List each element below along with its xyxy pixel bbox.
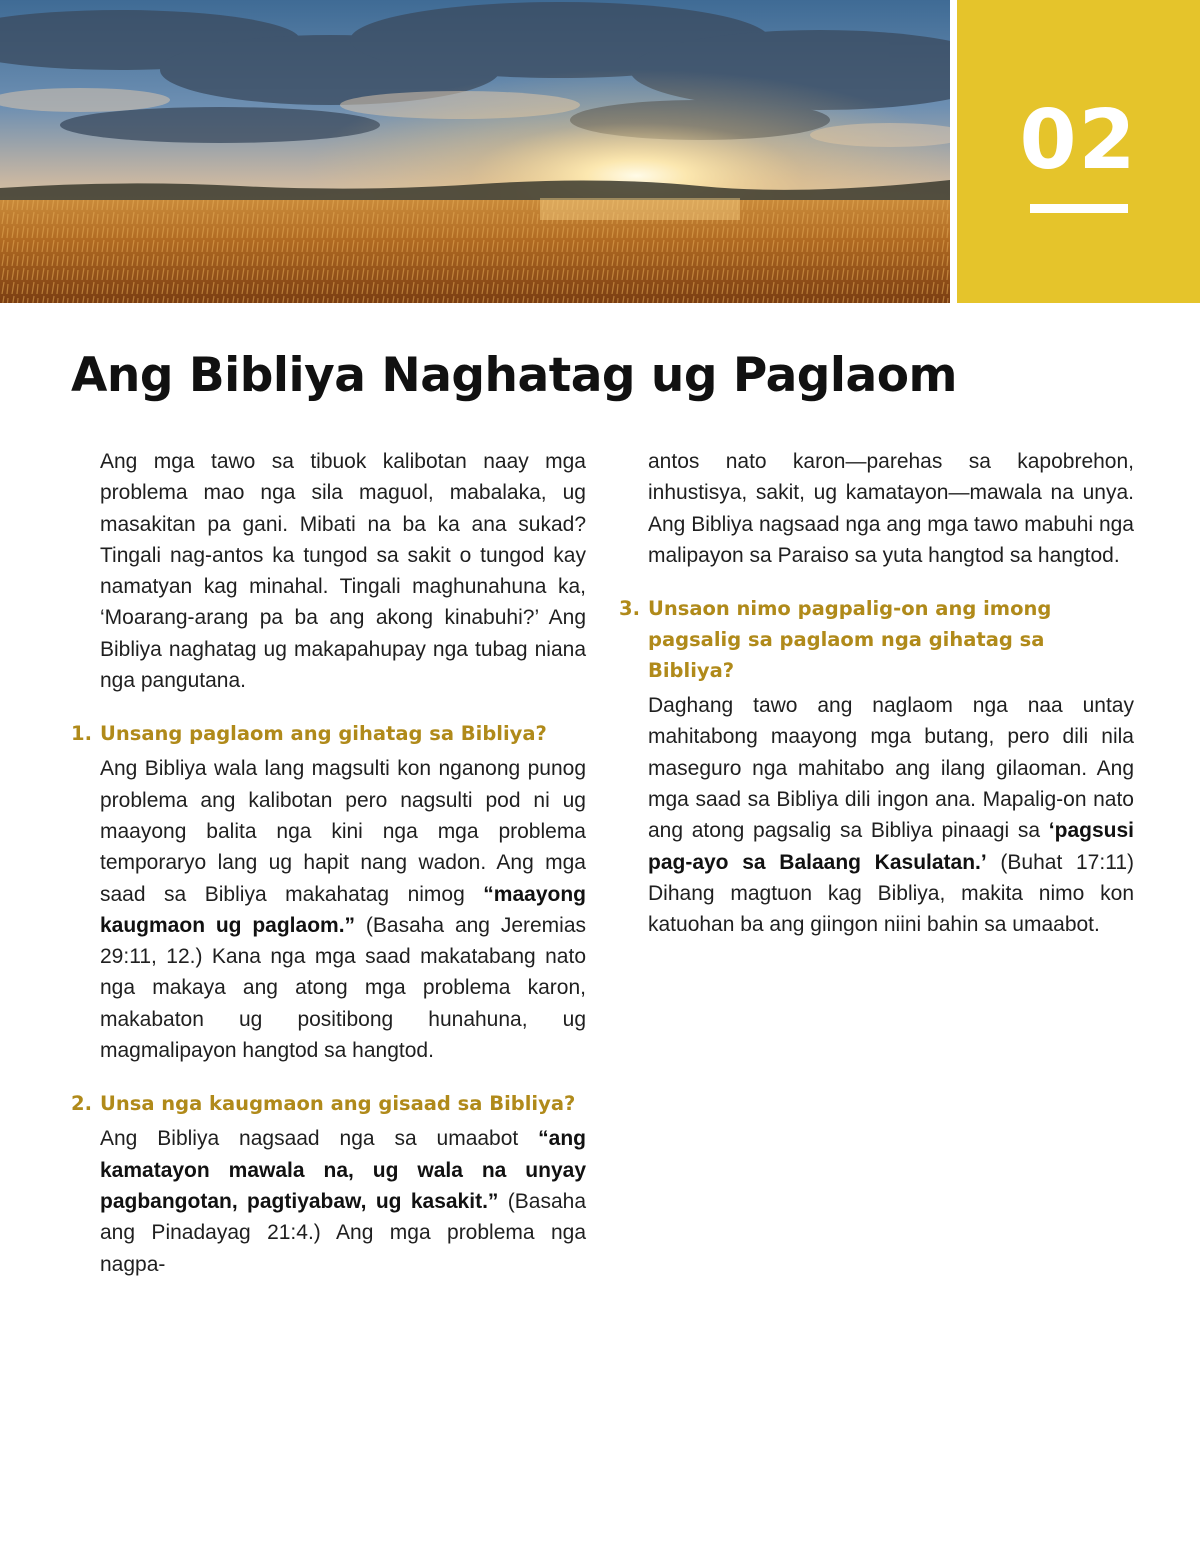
left-column	[71, 446, 586, 1280]
answer-text: (Basaha ang Jeremias 29:11, 12.) Kana nga mga saad makatabang nato nga makaya ang atong mga problema karon, makabaton ug positibong hunahuna, ug magmalipayon hangtod sa hangtod.	[100, 913, 587, 1063]
question-text: Unsaon nimo pagpalig-on ang imong pagsalig sa paglaom nga gihatag sa Bibliya?	[648, 597, 1052, 683]
answer-2-paragraph	[100, 1123, 586, 1279]
answer-text: (Buhat 17:11) Dihang magtuon kag Bibliya, makita nimo kon katuohan ba ang giingon niini bahin sa umaabot.	[648, 850, 1134, 937]
question-text: Unsang paglaom ang gihatag sa Bibliya?	[100, 722, 547, 746]
question-number: 2.	[71, 1092, 92, 1116]
question-text: Unsa nga kaugmaon ang gisaad sa Bibliya?	[100, 1092, 576, 1116]
answer-1-paragraph	[100, 753, 586, 1066]
lesson-number: 02	[1019, 93, 1138, 188]
question-number: 3.	[619, 597, 640, 621]
answer-text: (Basaha ang Pinadayag 21:4.) Ang mga problema nga nagpa-	[100, 1189, 586, 1276]
answer-text: Ang Bibliya wala lang magsulti kon nganong punog problema ang kalibotan pero nagsulti pod ni ug maayong balita nga kini nga mga problema temporaryo lang ug hapit nang wadon. Ang mga saad sa Bibliya makahatag nimog	[100, 757, 586, 906]
answer-text: Ang Bibliya nagsaad nga sa umaabot	[100, 1127, 539, 1151]
lesson-number-badge	[957, 0, 1200, 303]
hero-image	[0, 0, 950, 303]
right-column	[619, 446, 1134, 941]
answer-2-continuation: antos nato karon—parehas sa kapobrehon, inhustisya, sakit, ug kamatayon—mawala na unya. Ang Bibliya nagsaad nga ang mga tawo mabuhi nga malipayon sa Paraiso sa yuta hangtod sa hangtod.	[648, 450, 1134, 567]
sunset-wheat-field-illustration	[0, 0, 950, 303]
answer-3-paragraph	[648, 690, 1134, 940]
question-2	[71, 1088, 586, 1119]
answer-text: Daghang tawo ang naglaom nga naa untay mahitabong maayong mga butang, pero dili nila maseguro nga mahitabo ang ilang gilaoman. Ang mga saad sa Bibliya dili ingon ana. Mapalig-on nato ang atong pagsalig sa Bibliya pinaagi sa	[648, 694, 1134, 843]
page-title: Ang Bibliya Naghatag ug Paglaom	[71, 348, 958, 403]
scripture-quote: “ang kamatayon mawala na, ug wala na unyay pagbangotan, pagtiyabaw, ug kasakit.”	[100, 1127, 586, 1213]
scripture-quote: ‘pagsusi pag-ayo sa Balaang Kasulatan.’	[648, 819, 1134, 874]
badge-underline	[1030, 204, 1128, 213]
intro-paragraph: Ang mga tawo sa tibuok kalibotan naay mga problema mao nga sila maguol, mabalaka, ug masakitan pa gani. Mibati na ba ka ana sukad? Tingali nag-antos ka tungod sa sakit o tungod kay namatyan kag minahal. Tingali maghunahuna ka, ‘Moarang-arang pa ba ang akong kinabuhi?’ Ang Bibliya naghatag ug makapahupay nga tubag niana nga pangutana.	[100, 450, 586, 693]
question-3	[619, 593, 1134, 686]
question-1	[71, 718, 586, 749]
question-number: 1.	[71, 722, 92, 746]
scripture-quote: “maayong kaugmaon ug paglaom.”	[100, 882, 586, 937]
